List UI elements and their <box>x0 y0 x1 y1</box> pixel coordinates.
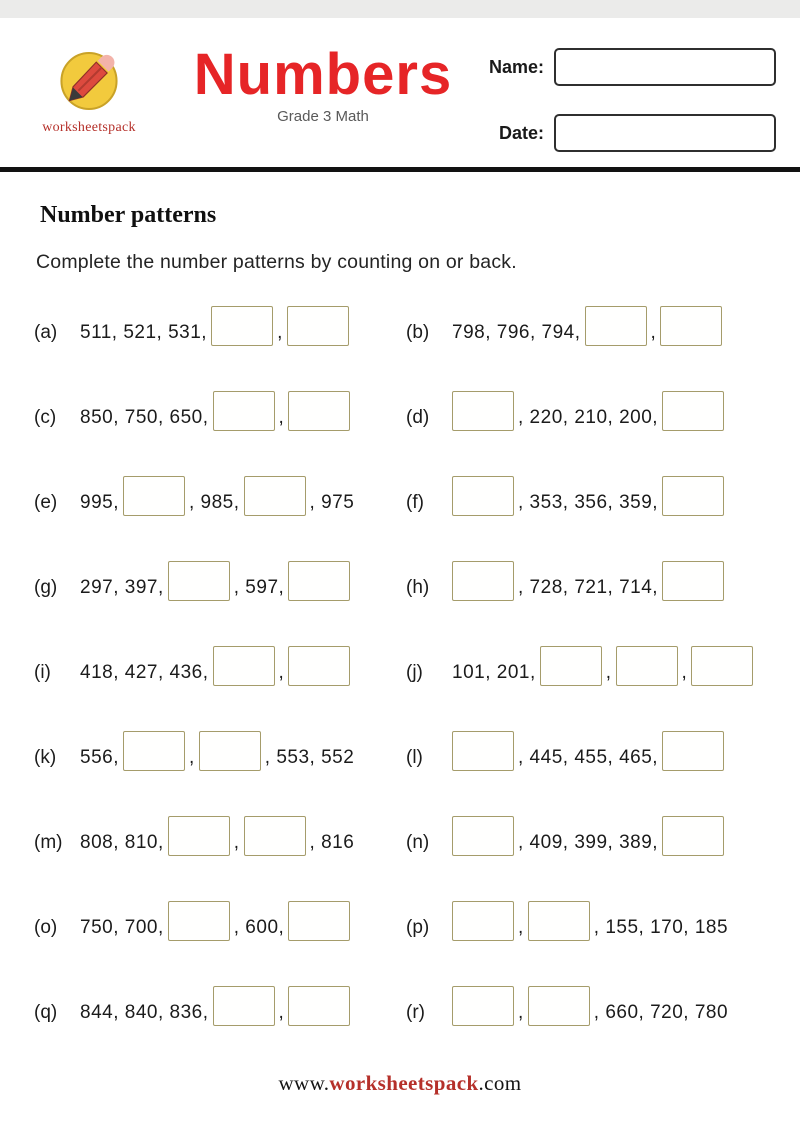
problem-content <box>80 568 350 608</box>
answer-box[interactable] <box>288 561 350 601</box>
answer-box[interactable] <box>168 816 230 856</box>
problem-label: (c) <box>34 406 57 428</box>
problem-content <box>452 738 724 778</box>
problem-row <box>34 970 406 1055</box>
sequence-text: , <box>681 661 688 683</box>
answer-box[interactable] <box>211 306 273 346</box>
problem-label: (q) <box>34 1001 58 1023</box>
name-field-row <box>482 48 784 86</box>
problems-grid <box>34 290 774 1055</box>
problem-label: (f) <box>406 491 424 513</box>
answer-box[interactable] <box>662 561 724 601</box>
problem-row <box>406 800 774 885</box>
problem-content <box>80 908 350 948</box>
header <box>0 18 800 167</box>
footer-suffix: .com <box>478 1071 522 1095</box>
sequence-text: , 353, 356, 359, <box>518 491 659 513</box>
problem-content <box>452 568 724 608</box>
sequence-text: 750, 700, <box>80 916 164 938</box>
problem-content <box>452 993 728 1033</box>
date-field-row <box>482 114 784 152</box>
worksheet-body <box>0 172 800 1071</box>
brand-name: worksheetspack <box>42 120 136 135</box>
problem-label: (b) <box>406 321 430 343</box>
date-label: Date: <box>498 122 544 143</box>
problem-row <box>34 630 406 715</box>
problem-content <box>80 993 350 1033</box>
sequence-text: , 975 <box>309 491 355 513</box>
answer-box[interactable] <box>288 901 350 941</box>
problem-label: (a) <box>34 321 58 343</box>
name-label: Name: <box>488 56 544 77</box>
problem-row <box>34 545 406 630</box>
answer-box[interactable] <box>123 731 185 771</box>
problem-label: (j) <box>406 661 423 683</box>
problem-label: (m) <box>34 831 63 853</box>
problem-content <box>80 738 354 778</box>
sequence-text: 511, 521, 531, <box>80 321 208 343</box>
problem-row <box>406 630 774 715</box>
pencil-icon <box>60 52 118 110</box>
answer-box[interactable] <box>213 986 275 1026</box>
problem-label: (o) <box>34 916 58 938</box>
problem-label: (e) <box>34 491 58 513</box>
sequence-text: , <box>278 1001 285 1023</box>
answer-box[interactable] <box>244 816 306 856</box>
answer-box[interactable] <box>585 306 647 346</box>
sequence-text: , 985, <box>188 491 240 513</box>
sequence-text: , 728, 721, 714, <box>518 576 659 598</box>
worksheet-heading: Number patterns <box>40 202 217 228</box>
problem-row <box>34 715 406 800</box>
problem-row <box>34 460 406 545</box>
footer-brand: worksheetspack <box>329 1071 479 1095</box>
answer-box[interactable] <box>452 816 514 856</box>
answer-box[interactable] <box>452 731 514 771</box>
problem-row <box>406 715 774 800</box>
problem-content <box>452 823 724 863</box>
problem-content <box>80 313 349 353</box>
problem-content <box>80 398 350 438</box>
answer-box[interactable] <box>662 731 724 771</box>
sequence-text: , 409, 399, 389, <box>518 831 659 853</box>
sequence-text: , <box>518 1001 524 1023</box>
answer-box[interactable] <box>244 476 306 516</box>
sequence-text: , <box>188 746 195 768</box>
answer-box[interactable] <box>288 391 350 431</box>
problem-label: (k) <box>34 746 57 768</box>
footer-url <box>0 1071 800 1130</box>
problem-row <box>406 970 774 1055</box>
answer-box[interactable] <box>287 306 349 346</box>
answer-box[interactable] <box>528 901 590 941</box>
problem-content <box>452 398 724 438</box>
answer-box[interactable] <box>168 901 230 941</box>
answer-box[interactable] <box>123 476 185 516</box>
problem-row <box>406 545 774 630</box>
sequence-text: 850, 750, 650, <box>80 406 209 428</box>
problem-content <box>452 908 728 948</box>
page-subtitle: Grade 3 Math <box>277 108 369 125</box>
problem-label: (n) <box>406 831 430 853</box>
problem-content <box>80 823 354 863</box>
answer-box[interactable] <box>662 816 724 856</box>
sequence-text: , 600, <box>233 916 285 938</box>
sequence-text: , 816 <box>309 831 355 853</box>
sequence-text: , <box>605 661 612 683</box>
worksheet-instruction: Complete the number patterns by counting on or back. <box>36 251 517 273</box>
sequence-text: , 155, 170, 185 <box>593 916 729 938</box>
sequence-text: 995, <box>80 491 119 513</box>
problem-content <box>452 483 724 523</box>
answer-box[interactable] <box>540 646 602 686</box>
problem-content <box>80 483 354 523</box>
answer-box[interactable] <box>213 646 275 686</box>
logo <box>14 44 164 136</box>
answer-box[interactable] <box>213 391 275 431</box>
sequence-text: , <box>277 321 283 343</box>
page-title: Numbers <box>193 42 453 107</box>
answer-box[interactable] <box>528 986 590 1026</box>
answer-box[interactable] <box>616 646 678 686</box>
sequence-text: , <box>518 916 524 938</box>
sequence-text: 808, 810, <box>80 831 164 853</box>
answer-box[interactable] <box>662 391 724 431</box>
sequence-text: , <box>650 321 657 343</box>
footer-prefix: www. <box>278 1071 330 1095</box>
answer-box[interactable] <box>691 646 753 686</box>
problem-row <box>406 885 774 970</box>
problem-row <box>34 290 406 375</box>
title-block <box>164 44 482 125</box>
answer-box[interactable] <box>288 646 350 686</box>
problem-label: (p) <box>406 916 430 938</box>
problem-row <box>406 460 774 545</box>
sequence-text: 101, 201, <box>452 661 536 683</box>
student-fields <box>482 44 784 180</box>
problem-label: (d) <box>406 406 430 428</box>
answer-box[interactable] <box>168 561 230 601</box>
problem-content <box>452 653 753 693</box>
problem-content <box>80 653 350 693</box>
sequence-text: , 597, <box>233 576 285 598</box>
sequence-text: 844, 840, 836, <box>80 1001 209 1023</box>
sequence-text: , 220, 210, 200, <box>518 406 659 428</box>
problem-row <box>34 885 406 970</box>
answer-box[interactable] <box>452 986 514 1026</box>
problem-label: (r) <box>406 1001 425 1023</box>
problem-label: (l) <box>406 746 423 768</box>
problem-label: (g) <box>34 576 58 598</box>
sequence-text: , 445, 455, 465, <box>518 746 659 768</box>
sequence-text: 297, 397, <box>80 576 164 598</box>
sequence-text: , 553, 552 <box>264 746 355 768</box>
answer-box[interactable] <box>288 986 350 1026</box>
answer-box[interactable] <box>452 561 514 601</box>
name-input[interactable] <box>554 48 776 86</box>
answer-box[interactable] <box>199 731 261 771</box>
top-strip <box>0 0 800 18</box>
answer-box[interactable] <box>660 306 722 346</box>
problem-row <box>406 375 774 460</box>
sequence-text: 798, 796, 794, <box>452 321 581 343</box>
problem-label: (h) <box>406 576 430 598</box>
problem-label: (i) <box>34 661 51 683</box>
answer-box[interactable] <box>452 476 514 516</box>
problem-content <box>452 313 722 353</box>
sequence-text: 418, 427, 436, <box>80 661 209 683</box>
answer-box[interactable] <box>662 476 724 516</box>
sequence-text: 556, <box>80 746 119 768</box>
date-input[interactable] <box>554 114 776 152</box>
problem-row <box>34 800 406 885</box>
answer-box[interactable] <box>452 391 514 431</box>
sequence-text: , <box>278 661 285 683</box>
sequence-text: , <box>233 831 240 853</box>
sequence-text: , 660, 720, 780 <box>593 1001 729 1023</box>
sequence-text: , <box>278 406 285 428</box>
problem-row <box>34 375 406 460</box>
answer-box[interactable] <box>452 901 514 941</box>
problem-row <box>406 290 774 375</box>
